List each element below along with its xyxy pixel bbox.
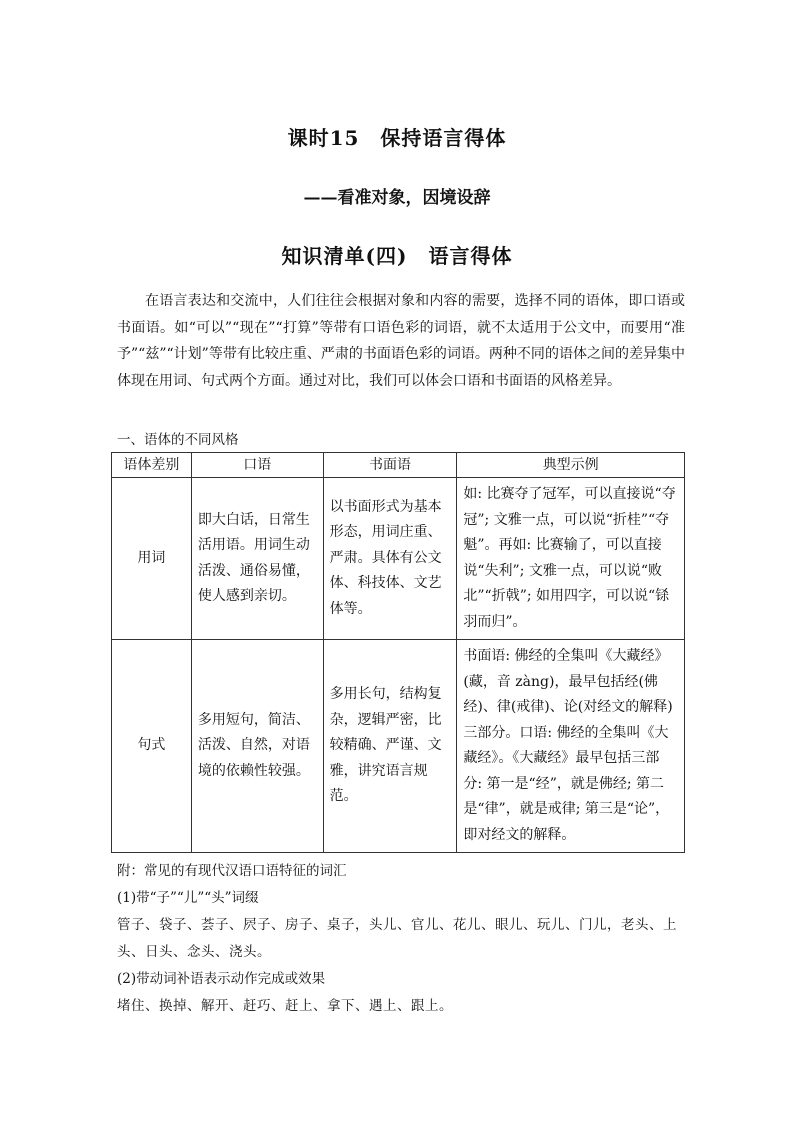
table-header-cell: 口语 [191,453,323,478]
oral-cell: 即大白话，日常生活用语。用词生动活泼、通俗易懂，使人感到亲切。 [191,478,323,640]
page-subtitle: ——看准对象，因境设辞 [303,188,491,208]
table-row [112,640,685,853]
table-header-cell: 书面语 [323,453,457,478]
appendix-item-title: (2)带动词补语表示动作完成或效果 [117,971,326,987]
section-title: 知识清单(四) 语言得体 [281,244,513,268]
written-cell: 多用长句，结构复杂，逻辑严密，比较精确、严谨、文雅，讲究语言规范。 [323,640,457,853]
appendix-item-text: 堵住、换掉、解开、赶巧、赶上、拿下、遇上、跟上。 [117,998,453,1014]
example-cell: 书面语: 佛经的全集叫《大藏经》(藏，音 zàng)，最早包括经(佛经)、律(戒律)、论(对经文的解释)三部分。口语: 佛经的全集叫《大藏经》。《大藏经》最早包括三部分: 第一是“经”，就是佛经; 第二是“律”，就是戒律; 第三是“论”，即对经文的解释。 [457,640,685,853]
section-heading-styles: 一、语体的不同风格 [117,432,239,448]
appendix-item-title: (1)带“子”“儿”“头”词缀 [117,890,259,906]
oral-cell: 多用短句，简洁、活泼、自然，对语境的依赖性较强。 [191,640,323,853]
table-row [112,478,685,640]
page-title: 课时15 保持语言得体 [287,126,507,150]
style-comparison-table [111,452,685,853]
row-label: 用词 [112,478,192,640]
row-label: 句式 [112,640,192,853]
appendix-heading: 附：常见的有现代汉语口语特征的词汇 [117,863,347,879]
table-header-row [112,453,685,478]
example-cell: 如: 比赛夺了冠军，可以直接说“夺冠”; 文雅一点，可以说“折桂”“夺魁”。再如: 比赛输了，可以直接说“失利”; 文雅一点，可以说“败北”“折戟”; 如用四字，可以说“铩羽而归”。 [457,478,685,640]
written-cell: 以书面形式为基本形态，用词庄重、严肃。具体有公文体、科技体、文艺体等。 [323,478,457,640]
appendix-item-text: 管子、袋子、荟子、屄子、房子、桌子，头儿、官儿、花儿、眼儿、玩儿、门儿，老头、上头、日头、念头、浇头。 [117,917,677,960]
table-header-cell: 典型示例 [457,453,685,478]
intro-paragraph: 在语言表达和交流中，人们往往会根据对象和内容的需要，选择不同的语体，即口语或书面语。如“可以”“现在”“打算”等带有口语色彩的词语，就不太适用于公文中，而要用“准予”“兹”“计划”等带有比较庄重、严肃的书面语色彩的词语。两种不同的语体之间的差异集中体现在用词、句式两个方面。通过对比，我们可以体会口语和书面语的风格差异。 [117,293,685,389]
table-header-cell: 语体差别 [112,453,192,478]
